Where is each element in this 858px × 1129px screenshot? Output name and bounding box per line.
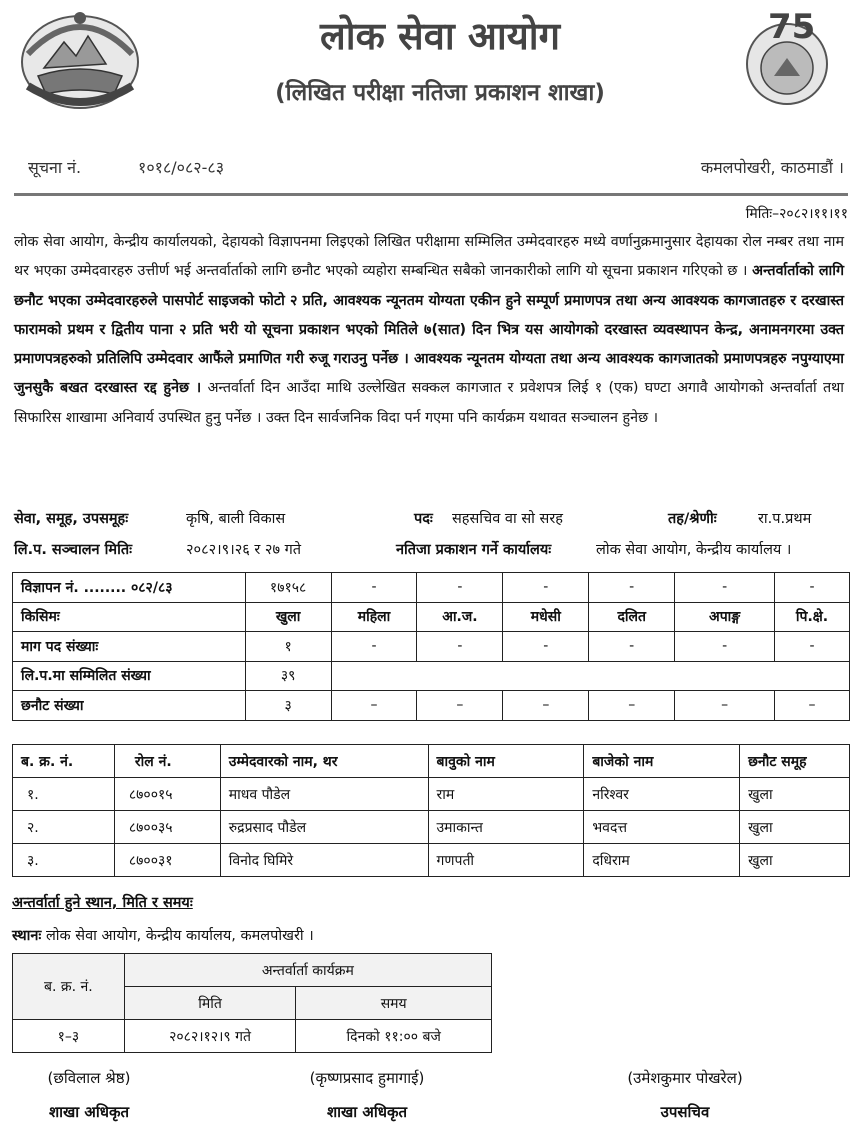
notice-place: कमलपोखरी, काठमाडौं । (700, 158, 844, 177)
table-row (13, 691, 850, 721)
column-header: खुला (245, 602, 331, 632)
column-header: अन्तर्वार्ता कार्यक्रम (124, 954, 491, 987)
table-cell: १७१५८ (245, 573, 331, 603)
table-row (13, 573, 850, 603)
column-header: ब. क्र. नं. (13, 954, 125, 1020)
name-cell: रुद्रप्रसाद पौडेल (220, 811, 428, 844)
table-row (13, 602, 850, 632)
summary-table (12, 572, 850, 721)
table-row (13, 954, 492, 987)
service-value: कृषि, बाली विकास (186, 511, 286, 527)
table-cell: २०८२।१२।९ गते (124, 1020, 296, 1053)
table-row (13, 1020, 492, 1053)
table-cell: - (589, 632, 675, 662)
post-label: पदः (414, 511, 433, 527)
notice-row (28, 156, 844, 184)
notice-body (14, 228, 844, 433)
office-value: लोक सेवा आयोग, केन्द्रीय कार्यालय । (596, 542, 792, 558)
table-cell: – (675, 691, 775, 721)
table-cell: - (331, 573, 417, 603)
signatory-name: (छविलाल श्रेष्ठ) (47, 1069, 131, 1087)
group-cell: खुला (740, 844, 850, 877)
body-intro: लोक सेवा आयोग, केन्द्रीय कार्यालयको, देहायको विज्ञापनमा लिइएको लिखित परीक्षामा सम्मिलित उम्मेदवारहरु मध्ये वर्णानुक्रमानुसार देहायका रोल नम्बर तथा नाम थर भएका उम्मेदवारहरु उत्तीर्ण भई अन्तर्वार्ताको लागि छनौट भएको व्यहोरा सम्बन्धित सबैको जानकारीको लागि यो सूचना प्रकाशन गरिएको छ । (14, 234, 844, 280)
grandfather-cell: भवदत्त (584, 811, 740, 844)
name-cell: माधव पौडेल (220, 778, 428, 811)
table-cell: - (503, 632, 589, 662)
roll-cell: ८७००१५ (114, 778, 220, 811)
column-header: रोल नं. (114, 745, 220, 778)
signature-block (600, 1068, 770, 1122)
advertisement-label: विज्ञापन नं. ........ ०८२/८३ (13, 573, 246, 603)
office-label: नतिजा प्रकाशन गर्ने कार्यालयः (396, 542, 552, 558)
anniversary-75-logo (738, 6, 836, 114)
column-header: आ.ज. (417, 602, 503, 632)
table-cell: – (503, 691, 589, 721)
group-cell: खुला (740, 778, 850, 811)
serial-cell: १. (13, 778, 115, 811)
father-cell: गणपती (428, 844, 584, 877)
serial-cell: ३. (13, 844, 115, 877)
page-title: लोक सेवा आयोग (319, 14, 561, 58)
table-cell: - (589, 573, 675, 603)
table-cell: - (775, 632, 850, 662)
column-header: समय (296, 987, 492, 1020)
table-cell: – (331, 691, 417, 721)
notice-number-label: सूचना नं. (28, 158, 82, 177)
anniversary-number: 75 (768, 7, 816, 47)
table-cell: - (417, 632, 503, 662)
column-header: पि.क्षे. (775, 602, 850, 632)
signatory-designation: शाखा अधिकृत (326, 1103, 408, 1121)
father-cell: उमाकान्त (428, 811, 584, 844)
table-cell: - (503, 573, 589, 603)
table-cell-empty (331, 661, 849, 691)
column-header: छनौट समूह (740, 745, 850, 778)
table-cell: - (675, 573, 775, 603)
notice-date: मितिः–२०८२।११।११ (745, 206, 848, 222)
page-subtitle: (लिखित परीक्षा नतिजा प्रकाशन शाखा) (275, 80, 605, 106)
table-row (13, 661, 850, 691)
group-cell: खुला (740, 811, 850, 844)
signature-block (282, 1068, 452, 1122)
body-instructions: अन्तर्वार्ताको लागि छनौट भएका उम्मेदवारहरुले पासपोर्ट साइजको फोटो २ प्रति, आवश्यक न्यूनतम योग्यता एकीन हुने सम्पूर्ण प्रमाणपत्र तथा अन्य आवश्यक कागजातहरु र दरखास्त फारामको प्रथम र द्वितीय पाना २ प्रति भरी यो सूचना प्रकाशन भएको मितिले ७(सात) दिन भित्र यस आयोगको दरखास्त व्यवस्थापन केन्द्र, अनामनगरमा उक्त प्रमाणपत्रहरुको प्रतिलिपि उम्मेदवार आफैंले प्रमाणित गरी रुजू गराउनु पर्नेछ । आवश्यक न्यूनतम योग्यता तथा अन्य आवश्यक कागजातको प्रमाणपत्रहरु नपुग्याएमा जुनसुकै बखत दरखास्त रद्द हुनेछ । (14, 263, 845, 397)
venue-value: लोक सेवा आयोग, केन्द्रीय कार्यालय, कमलपोखरी । (45, 928, 314, 944)
grandfather-cell: दधिराम (584, 844, 740, 877)
table-cell: - (331, 632, 417, 662)
interview-table (12, 953, 492, 1053)
table-cell: – (775, 691, 850, 721)
signature-block (14, 1068, 164, 1122)
table-cell: ३९ (245, 661, 331, 691)
column-header: उम्मेदवारको नाम, थर (220, 745, 428, 778)
grandfather-cell: नरिश्वर (584, 778, 740, 811)
level-value: रा.प.प्रथम (758, 511, 812, 527)
appeared-label: लि.प.मा सम्मिलित संख्या (13, 661, 246, 691)
venue-label: स्थानः (12, 928, 42, 944)
signatory-name: (कृष्णप्रसाद हुमागाई) (309, 1069, 425, 1087)
column-header: मिति (124, 987, 296, 1020)
nepal-emblem-logo (14, 6, 146, 114)
roll-cell: ८७००३५ (114, 811, 220, 844)
selected-label: छनौट संख्या (13, 691, 246, 721)
exam-date-label: लि.प. सञ्चालन मितिः (14, 542, 133, 558)
service-info: सेवा, समूह, उपसमूहः (14, 511, 129, 527)
signatory-designation: शाखा अधिकृत (48, 1103, 130, 1121)
table-cell: १ (245, 632, 331, 662)
column-header: ब. क्र. नं. (13, 745, 115, 778)
table-cell: – (417, 691, 503, 721)
candidates-table (12, 744, 850, 877)
table-cell: - (417, 573, 503, 603)
table-row (13, 778, 850, 811)
column-header: दलित (589, 602, 675, 632)
header-divider (14, 193, 848, 196)
interview-venue (12, 925, 314, 945)
post-value: सहसचिव वा सो सरह (452, 511, 563, 527)
table-row (13, 844, 850, 877)
name-cell: विनोद घिमिरे (220, 844, 428, 877)
roll-cell: ८७००३१ (114, 844, 220, 877)
column-header: मधेसी (503, 602, 589, 632)
notice-number: १०१८/०८२-८३ (138, 158, 225, 177)
interview-heading: अन्तर्वार्ता हुने स्थान, मिति र समयः (12, 895, 193, 911)
body-interview-note: अन्तर्वार्ता दिन आउँदा माथि उल्लेखित सक्कल कागजात र प्रवेशपत्र लिई १ (एक) घण्टा अगावै आयोगको अन्तर्वार्ता तथा सिफारिस शाखामा अनिवार्य उपस्थित हुनु पर्नेछ । उक्त दिन सार्वजनिक विदा पर्न गएमा पनि कार्यक्रम यथावत सञ्चालन हुनेछ । (14, 380, 844, 426)
table-row (13, 811, 850, 844)
column-header: बावुको नाम (428, 745, 584, 778)
table-cell: ३ (245, 691, 331, 721)
exam-date-value: २०८२।९।२६ र २७ गते (186, 542, 302, 558)
column-header: बाजेको नाम (584, 745, 740, 778)
table-header-row (13, 745, 850, 778)
table-cell: – (589, 691, 675, 721)
signatory-name: (उमेशकुमार पोखरेल) (627, 1069, 743, 1087)
demand-label: माग पद संख्याः (13, 632, 246, 662)
column-header: अपाङ्ग (675, 602, 775, 632)
father-cell: राम (428, 778, 584, 811)
table-row (13, 632, 850, 662)
table-cell: दिनको ११:०० बजे (296, 1020, 492, 1053)
level-label: तह/श्रेणीः (668, 511, 717, 527)
table-cell: १–३ (13, 1020, 125, 1053)
table-cell: - (675, 632, 775, 662)
table-cell: - (775, 573, 850, 603)
column-header: महिला (331, 602, 417, 632)
serial-cell: २. (13, 811, 115, 844)
signatory-designation: उपसचिव (660, 1103, 710, 1121)
type-label: किसिमः (13, 602, 246, 632)
